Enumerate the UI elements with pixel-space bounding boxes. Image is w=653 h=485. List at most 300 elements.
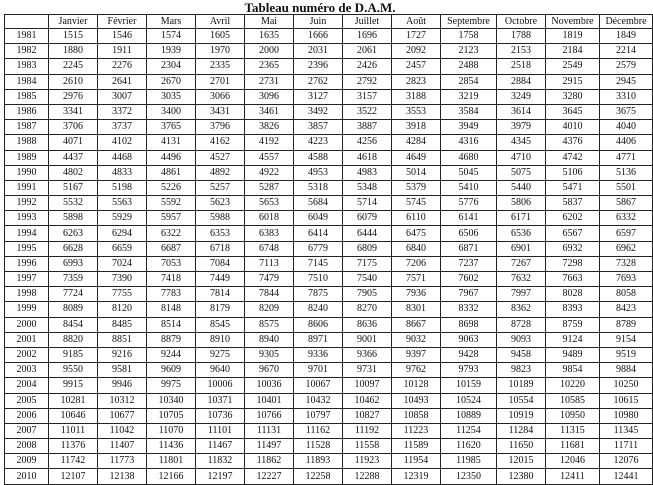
year-cell: 1995 — [5, 241, 49, 256]
value-cell: 10220 — [546, 378, 600, 393]
table-row — [5, 104, 653, 119]
value-cell: 10250 — [600, 378, 653, 393]
value-cell: 1605 — [196, 29, 245, 44]
value-cell: 8120 — [98, 302, 147, 317]
table-row — [5, 393, 653, 408]
value-cell: 11558 — [343, 439, 392, 454]
value-cell: 7237 — [441, 256, 497, 271]
table-row — [5, 59, 653, 74]
year-cell: 1982 — [5, 44, 49, 59]
year-cell: 2006 — [5, 408, 49, 423]
value-cell: 9701 — [294, 363, 343, 378]
value-cell: 4802 — [49, 165, 98, 180]
value-cell: 2304 — [147, 59, 196, 74]
value-cell: 10585 — [546, 393, 600, 408]
value-cell: 10827 — [343, 408, 392, 423]
value-cell: 8971 — [294, 332, 343, 347]
table-row — [5, 256, 653, 271]
value-cell: 11681 — [546, 439, 600, 454]
table-row — [5, 241, 653, 256]
value-cell: 4742 — [546, 150, 600, 165]
value-cell: 7418 — [147, 272, 196, 287]
value-cell: 7479 — [245, 272, 294, 287]
value-cell: 11162 — [294, 423, 343, 438]
value-cell: 1696 — [343, 29, 392, 44]
value-cell: 11042 — [98, 423, 147, 438]
value-cell: 5745 — [392, 196, 441, 211]
value-cell: 2276 — [98, 59, 147, 74]
table-row — [5, 363, 653, 378]
value-cell: 9793 — [441, 363, 497, 378]
value-cell: 10340 — [147, 393, 196, 408]
value-cell: 7298 — [546, 256, 600, 271]
year-cell: 1989 — [5, 150, 49, 165]
year-cell: 2009 — [5, 454, 49, 469]
value-cell: 8301 — [392, 302, 441, 317]
value-cell: 4588 — [294, 150, 343, 165]
table-row — [5, 150, 653, 165]
value-cell: 3461 — [245, 104, 294, 119]
year-cell: 1994 — [5, 226, 49, 241]
value-cell: 5471 — [546, 180, 600, 195]
value-cell: 6506 — [441, 226, 497, 241]
value-cell: 2641 — [98, 74, 147, 89]
value-cell: 10493 — [392, 393, 441, 408]
value-cell: 3280 — [546, 89, 600, 104]
value-cell: 6475 — [392, 226, 441, 241]
value-cell: 12107 — [49, 469, 98, 484]
value-cell: 7814 — [196, 287, 245, 302]
table-row — [5, 180, 653, 195]
value-cell: 7936 — [392, 287, 441, 302]
year-cell: 1983 — [5, 59, 49, 74]
value-cell: 4131 — [147, 135, 196, 150]
value-cell: 5226 — [147, 180, 196, 195]
value-cell: 1758 — [441, 29, 497, 44]
value-cell: 9975 — [147, 378, 196, 393]
value-cell: 9915 — [49, 378, 98, 393]
value-cell: 8028 — [546, 287, 600, 302]
value-cell: 5501 — [600, 180, 653, 195]
value-cell: 9063 — [441, 332, 497, 347]
table-row — [5, 439, 653, 454]
value-cell: 9336 — [294, 347, 343, 362]
year-cell: 2005 — [5, 393, 49, 408]
value-cell: 10128 — [392, 378, 441, 393]
value-cell: 7113 — [245, 256, 294, 271]
value-cell: 6901 — [497, 241, 546, 256]
value-cell: 1819 — [546, 29, 600, 44]
value-cell: 2884 — [497, 74, 546, 89]
value-cell: 3645 — [546, 104, 600, 119]
value-cell: 2731 — [245, 74, 294, 89]
value-cell: 2396 — [294, 59, 343, 74]
table-row — [5, 89, 653, 104]
value-cell: 11131 — [245, 423, 294, 438]
value-cell: 2000 — [245, 44, 294, 59]
value-cell: 8636 — [343, 317, 392, 332]
value-cell: 6332 — [600, 211, 653, 226]
value-cell: 3096 — [245, 89, 294, 104]
value-cell: 10554 — [497, 393, 546, 408]
value-cell: 1970 — [196, 44, 245, 59]
value-cell: 2823 — [392, 74, 441, 89]
value-cell: 6536 — [497, 226, 546, 241]
value-cell: 8789 — [600, 317, 653, 332]
value-cell: 9093 — [497, 332, 546, 347]
value-cell: 7084 — [196, 256, 245, 271]
value-cell: 10950 — [546, 408, 600, 423]
value-cell: 10097 — [343, 378, 392, 393]
value-cell: 1727 — [392, 29, 441, 44]
value-cell: 3826 — [245, 120, 294, 135]
value-cell: 8514 — [147, 317, 196, 332]
value-cell: 7510 — [294, 272, 343, 287]
value-cell: 8089 — [49, 302, 98, 317]
value-cell: 9946 — [98, 378, 147, 393]
value-cell: 10371 — [196, 393, 245, 408]
value-cell: 11315 — [546, 423, 600, 438]
value-cell: 11223 — [392, 423, 441, 438]
value-cell: 11620 — [441, 439, 497, 454]
value-cell: 11589 — [392, 439, 441, 454]
column-header: Avril — [196, 15, 245, 29]
value-cell: 8820 — [49, 332, 98, 347]
value-cell: 1635 — [245, 29, 294, 44]
value-cell: 11436 — [147, 439, 196, 454]
table-row — [5, 454, 653, 469]
year-cell: 1984 — [5, 74, 49, 89]
year-cell: 1988 — [5, 135, 49, 150]
value-cell: 11711 — [600, 439, 653, 454]
value-cell: 10524 — [441, 393, 497, 408]
value-cell: 2061 — [343, 44, 392, 59]
value-cell: 9489 — [546, 347, 600, 362]
value-cell: 2792 — [343, 74, 392, 89]
table-row — [5, 29, 653, 44]
value-cell: 8910 — [196, 332, 245, 347]
value-cell: 3431 — [196, 104, 245, 119]
value-cell: 10797 — [294, 408, 343, 423]
value-cell: 9519 — [600, 347, 653, 362]
value-cell: 5806 — [497, 196, 546, 211]
value-cell: 4892 — [196, 165, 245, 180]
value-cell: 1515 — [49, 29, 98, 44]
value-cell: 10189 — [497, 378, 546, 393]
value-cell: 3796 — [196, 120, 245, 135]
value-cell: 12411 — [546, 469, 600, 484]
value-cell: 2670 — [147, 74, 196, 89]
value-cell: 8362 — [497, 302, 546, 317]
value-cell: 6294 — [98, 226, 147, 241]
value-cell: 12319 — [392, 469, 441, 484]
value-cell: 2610 — [49, 74, 98, 89]
value-cell: 9124 — [546, 332, 600, 347]
value-cell: 6779 — [294, 241, 343, 256]
value-cell: 4192 — [245, 135, 294, 150]
value-cell: 4376 — [546, 135, 600, 150]
value-cell: 5929 — [98, 211, 147, 226]
value-cell: 6993 — [49, 256, 98, 271]
value-cell: 9428 — [441, 347, 497, 362]
value-cell: 2854 — [441, 74, 497, 89]
value-cell: 9581 — [98, 363, 147, 378]
value-cell: 7328 — [600, 256, 653, 271]
value-cell: 7540 — [343, 272, 392, 287]
column-header: Octobre — [497, 15, 546, 29]
value-cell: 9366 — [343, 347, 392, 362]
value-cell: 4771 — [600, 150, 653, 165]
value-cell: 6597 — [600, 226, 653, 241]
value-cell: 4010 — [546, 120, 600, 135]
value-cell: 7024 — [98, 256, 147, 271]
value-cell: 4557 — [245, 150, 294, 165]
value-cell: 3400 — [147, 104, 196, 119]
value-cell: 5532 — [49, 196, 98, 211]
value-cell: 7875 — [294, 287, 343, 302]
value-cell: 9458 — [497, 347, 546, 362]
value-cell: 10980 — [600, 408, 653, 423]
value-cell: 6141 — [441, 211, 497, 226]
column-header: Septembre — [441, 15, 497, 29]
value-cell: 8393 — [546, 302, 600, 317]
value-cell: 9823 — [497, 363, 546, 378]
value-cell: 8179 — [196, 302, 245, 317]
value-cell: 6444 — [343, 226, 392, 241]
value-cell: 3188 — [392, 89, 441, 104]
year-cell: 2008 — [5, 439, 49, 454]
value-cell: 4345 — [497, 135, 546, 150]
value-cell: 9032 — [392, 332, 441, 347]
table-row — [5, 165, 653, 180]
value-cell: 3522 — [343, 104, 392, 119]
value-cell: 5410 — [441, 180, 497, 195]
value-cell: 2945 — [600, 74, 653, 89]
value-cell: 5714 — [343, 196, 392, 211]
table-row — [5, 120, 653, 135]
value-cell: 4406 — [600, 135, 653, 150]
value-cell: 8485 — [98, 317, 147, 332]
value-cell: 3584 — [441, 104, 497, 119]
value-cell: 3157 — [343, 89, 392, 104]
column-header: Juillet — [343, 15, 392, 29]
year-cell: 1999 — [5, 302, 49, 317]
value-cell: 8545 — [196, 317, 245, 332]
value-cell: 11011 — [49, 423, 98, 438]
column-header: Août — [392, 15, 441, 29]
value-cell: 7602 — [441, 272, 497, 287]
value-cell: 10858 — [392, 408, 441, 423]
table-row — [5, 272, 653, 287]
table-row — [5, 423, 653, 438]
value-cell: 10006 — [196, 378, 245, 393]
value-cell: 11345 — [600, 423, 653, 438]
value-cell: 5898 — [49, 211, 98, 226]
value-cell: 9216 — [98, 347, 147, 362]
year-cell: 2001 — [5, 332, 49, 347]
value-cell: 5867 — [600, 196, 653, 211]
year-cell: 1993 — [5, 211, 49, 226]
value-cell: 3372 — [98, 104, 147, 119]
value-cell: 4680 — [441, 150, 497, 165]
value-cell: 11650 — [497, 439, 546, 454]
value-cell: 11192 — [343, 423, 392, 438]
value-cell: 4071 — [49, 135, 98, 150]
value-cell: 2031 — [294, 44, 343, 59]
value-cell: 5257 — [196, 180, 245, 195]
value-cell: 6871 — [441, 241, 497, 256]
value-cell: 2245 — [49, 59, 98, 74]
value-cell: 11467 — [196, 439, 245, 454]
value-cell: 10615 — [600, 393, 653, 408]
value-cell: 6171 — [497, 211, 546, 226]
value-cell: 2549 — [546, 59, 600, 74]
value-cell: 5379 — [392, 180, 441, 195]
value-cell: 6628 — [49, 241, 98, 256]
value-cell: 2153 — [497, 44, 546, 59]
year-cell: 2003 — [5, 363, 49, 378]
value-cell: 6353 — [196, 226, 245, 241]
value-cell: 4437 — [49, 150, 98, 165]
value-cell: 5684 — [294, 196, 343, 211]
value-cell: 11497 — [245, 439, 294, 454]
value-cell: 10281 — [49, 393, 98, 408]
table-row — [5, 287, 653, 302]
value-cell: 11773 — [98, 454, 147, 469]
value-cell: 3492 — [294, 104, 343, 119]
year-cell: 2007 — [5, 423, 49, 438]
value-cell: 12227 — [245, 469, 294, 484]
value-cell: 2701 — [196, 74, 245, 89]
value-cell: 4162 — [196, 135, 245, 150]
value-cell: 9670 — [245, 363, 294, 378]
value-cell: 11376 — [49, 439, 98, 454]
value-cell: 2457 — [392, 59, 441, 74]
value-cell: 11284 — [497, 423, 546, 438]
value-cell: 5776 — [441, 196, 497, 211]
value-cell: 1939 — [147, 44, 196, 59]
value-cell: 9244 — [147, 347, 196, 362]
value-cell: 9550 — [49, 363, 98, 378]
value-cell: 11801 — [147, 454, 196, 469]
value-cell: 4496 — [147, 150, 196, 165]
value-cell: 3949 — [441, 120, 497, 135]
value-cell: 12046 — [546, 454, 600, 469]
value-cell: 4468 — [98, 150, 147, 165]
value-cell: 5440 — [497, 180, 546, 195]
value-cell: 3765 — [147, 120, 196, 135]
value-cell: 5014 — [392, 165, 441, 180]
table-row — [5, 211, 653, 226]
value-cell: 2976 — [49, 89, 98, 104]
dam-table — [4, 14, 653, 485]
table-row — [5, 44, 653, 59]
year-cell: 2004 — [5, 378, 49, 393]
value-cell: 11070 — [147, 423, 196, 438]
value-cell: 6932 — [546, 241, 600, 256]
value-cell: 4922 — [245, 165, 294, 180]
value-cell: 6383 — [245, 226, 294, 241]
value-cell: 11923 — [343, 454, 392, 469]
table-row — [5, 317, 653, 332]
value-cell: 4040 — [600, 120, 653, 135]
value-cell: 8332 — [441, 302, 497, 317]
year-cell: 2002 — [5, 347, 49, 362]
value-cell: 6809 — [343, 241, 392, 256]
value-cell: 2762 — [294, 74, 343, 89]
value-cell: 8728 — [497, 317, 546, 332]
table-row — [5, 347, 653, 362]
value-cell: 5106 — [546, 165, 600, 180]
value-cell: 6263 — [49, 226, 98, 241]
value-cell: 3035 — [147, 89, 196, 104]
year-cell: 1985 — [5, 89, 49, 104]
year-cell: 1991 — [5, 180, 49, 195]
value-cell: 7053 — [147, 256, 196, 271]
value-cell: 7663 — [546, 272, 600, 287]
value-cell: 7632 — [497, 272, 546, 287]
value-cell: 11528 — [294, 439, 343, 454]
value-cell: 3553 — [392, 104, 441, 119]
value-cell: 5198 — [98, 180, 147, 195]
value-cell: 10736 — [196, 408, 245, 423]
value-cell: 1546 — [98, 29, 147, 44]
year-cell: 2000 — [5, 317, 49, 332]
value-cell: 6840 — [392, 241, 441, 256]
value-cell: 2488 — [441, 59, 497, 74]
value-cell: 8667 — [392, 317, 441, 332]
value-cell: 12258 — [294, 469, 343, 484]
value-cell: 4618 — [343, 150, 392, 165]
year-cell: 1981 — [5, 29, 49, 44]
value-cell: 1666 — [294, 29, 343, 44]
value-cell: 6718 — [196, 241, 245, 256]
value-cell: 12015 — [497, 454, 546, 469]
value-cell: 2092 — [392, 44, 441, 59]
value-cell: 2579 — [600, 59, 653, 74]
value-cell: 3857 — [294, 120, 343, 135]
value-cell: 7206 — [392, 256, 441, 271]
value-cell: 3249 — [497, 89, 546, 104]
value-cell: 5957 — [147, 211, 196, 226]
value-cell: 9884 — [600, 363, 653, 378]
value-cell: 11407 — [98, 439, 147, 454]
value-cell: 3979 — [497, 120, 546, 135]
value-cell: 7359 — [49, 272, 98, 287]
value-cell: 2518 — [497, 59, 546, 74]
value-cell: 6049 — [294, 211, 343, 226]
column-header: Juin — [294, 15, 343, 29]
value-cell: 6748 — [245, 241, 294, 256]
value-cell: 11742 — [49, 454, 98, 469]
value-cell: 9001 — [343, 332, 392, 347]
value-cell: 9397 — [392, 347, 441, 362]
value-cell: 3706 — [49, 120, 98, 135]
table-row — [5, 196, 653, 211]
value-cell: 8423 — [600, 302, 653, 317]
column-header: Mai — [245, 15, 294, 29]
year-cell: 1996 — [5, 256, 49, 271]
value-cell: 2214 — [600, 44, 653, 59]
value-cell: 11893 — [294, 454, 343, 469]
table-row — [5, 378, 653, 393]
column-header: Novembre — [546, 15, 600, 29]
year-cell: 1997 — [5, 272, 49, 287]
value-cell: 5348 — [343, 180, 392, 195]
value-cell: 3007 — [98, 89, 147, 104]
value-cell: 1574 — [147, 29, 196, 44]
value-cell: 9185 — [49, 347, 98, 362]
